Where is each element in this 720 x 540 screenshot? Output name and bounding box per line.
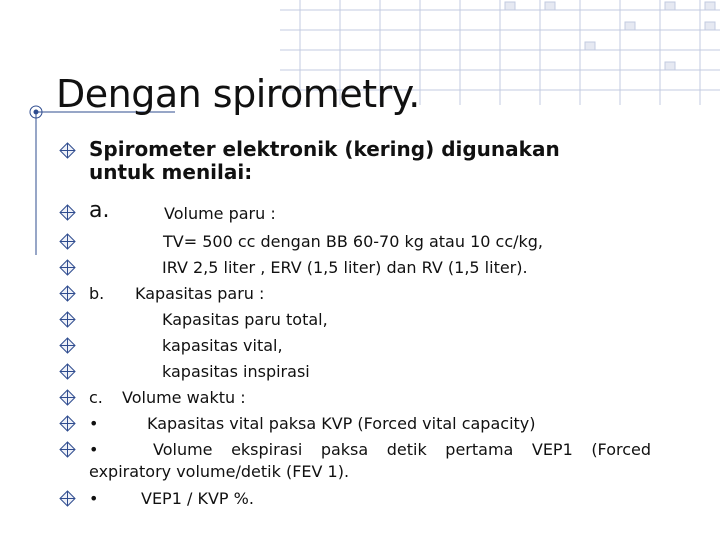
vep1-word: ekspirasi: [231, 440, 303, 459]
item-a-text: Volume paru :: [164, 204, 276, 223]
ratio-text: VEP1 / KVP %.: [141, 489, 254, 508]
diamond-bullet-icon: [59, 389, 76, 406]
vep1-word: detik: [386, 440, 427, 459]
tv-text: TV= 500 cc dengan BB 60-70 kg atau 10 cc/kg,: [163, 232, 544, 251]
ratio-dot: •: [89, 489, 99, 508]
diamond-bullet-icon: [59, 233, 76, 250]
vep1-continuation: expiratory volume/detik (FEV 1).: [89, 462, 350, 481]
diamond-bullet-icon: [59, 363, 76, 380]
vep1-dot: •: [89, 440, 99, 459]
diamond-bullet-icon: [59, 415, 76, 432]
diamond-bullet-icon: [59, 337, 76, 354]
diamond-bullet-icon: [59, 441, 76, 458]
kvp-dot: •: [89, 414, 99, 433]
diamond-bullet-icon: [59, 311, 76, 328]
item-b-text: Kapasitas paru :: [135, 284, 265, 303]
vep1-word: Volume: [153, 440, 213, 459]
irv-text: IRV 2,5 liter , ERV (1,5 liter) dan RV (1,5 liter).: [162, 258, 528, 277]
slide-title: Dengan spirometry.: [56, 72, 420, 116]
heading-line-1: Spirometer elektronik (kering) digunakan: [89, 137, 560, 161]
vep1-word: (Forced: [591, 440, 651, 459]
diamond-bullet-icon: [59, 142, 76, 159]
heading-line-2: untuk menilai:: [89, 160, 253, 184]
vep1-word: paksa: [320, 440, 369, 459]
diamond-bullet-icon: [59, 204, 76, 221]
kapasitas-total-text: Kapasitas paru total,: [162, 310, 328, 329]
vep1-word: pertama: [445, 440, 514, 459]
vep1-line: [153, 439, 651, 460]
diamond-bullet-icon: [59, 285, 76, 302]
kvp-text: Kapasitas vital paksa KVP (Forced vital capacity): [147, 414, 536, 433]
kapasitas-inspirasi-text: kapasitas inspirasi: [162, 362, 310, 381]
item-b-marker: b.: [89, 284, 105, 303]
kapasitas-vital-text: kapasitas vital,: [162, 336, 283, 355]
diamond-bullet-icon: [59, 490, 76, 507]
vep1-word: VEP1: [531, 440, 573, 459]
item-a-marker: a.: [89, 198, 110, 223]
item-c-marker: c.: [89, 388, 103, 407]
diamond-bullet-icon: [59, 259, 76, 276]
item-c-text: Volume waktu :: [122, 388, 246, 407]
